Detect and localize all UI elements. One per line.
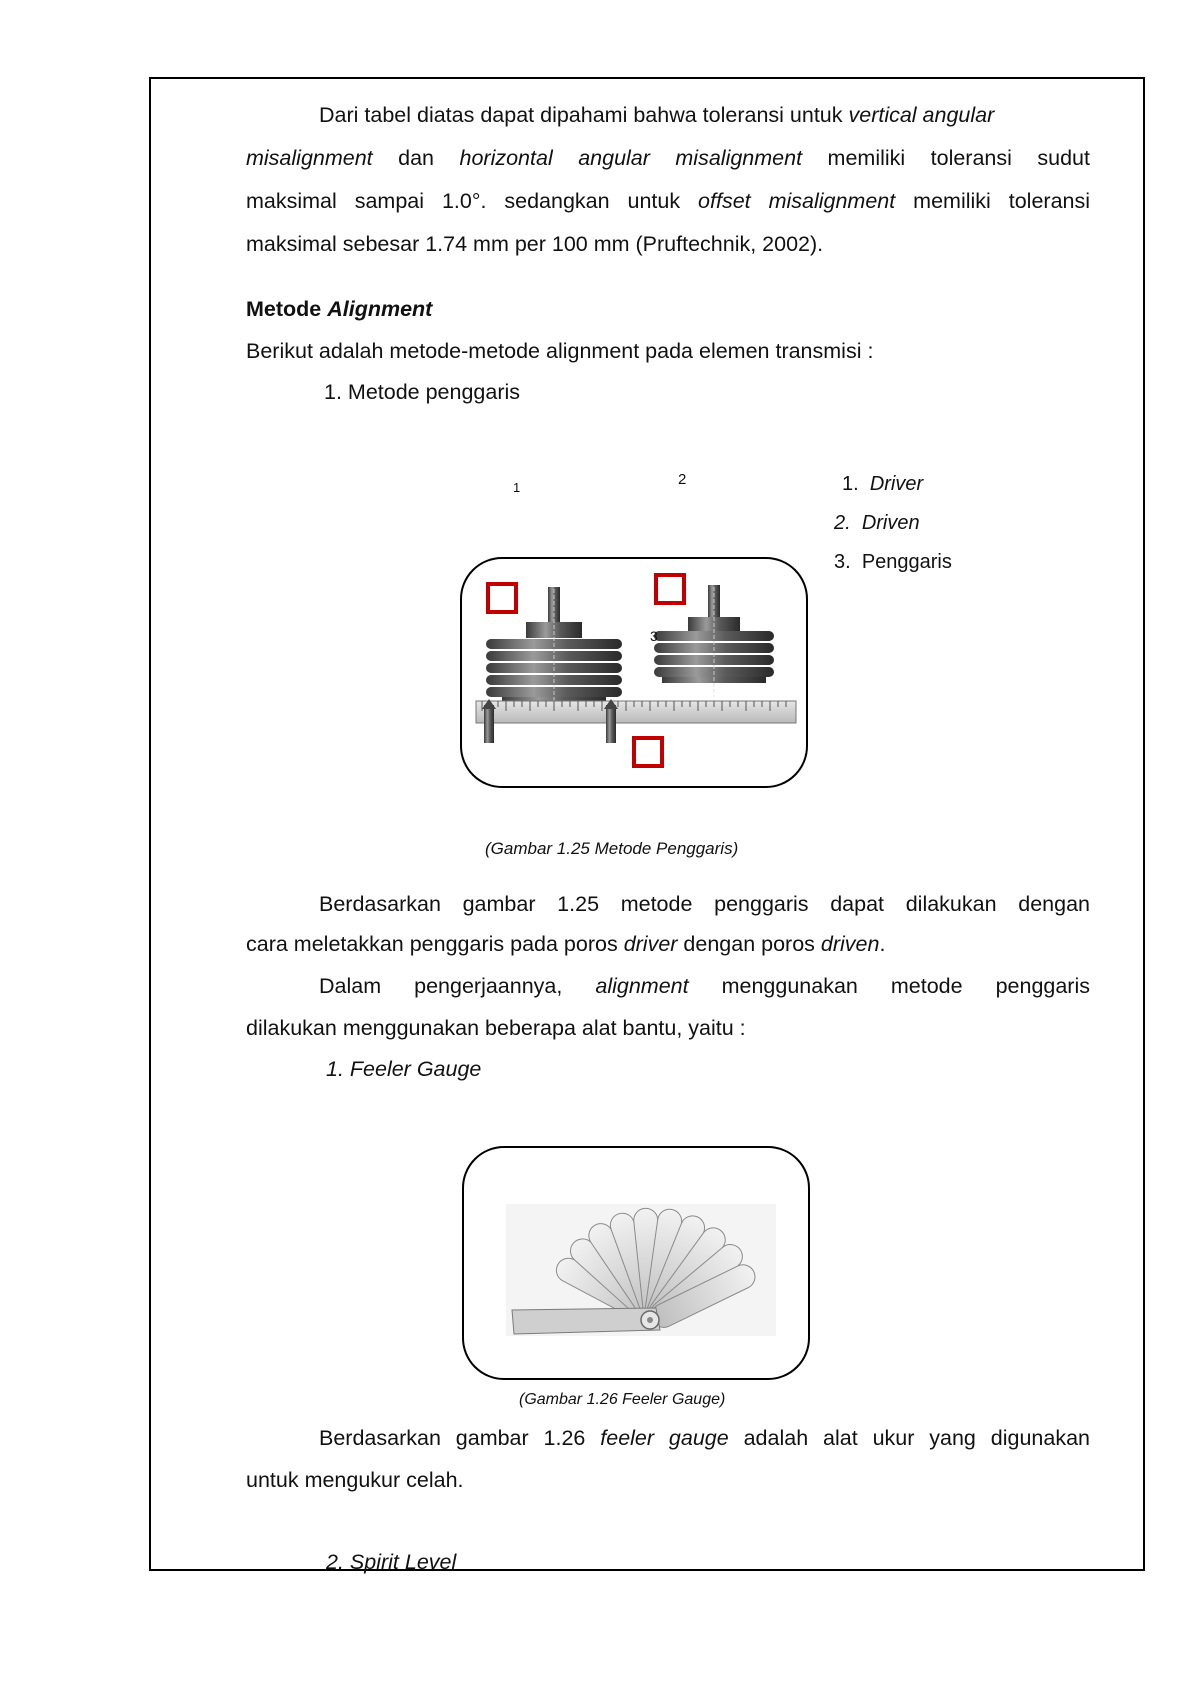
para1-line3: maksimal sampai 1.0°. sedangkan untuk offset misalignment memiliki toleransi: [246, 189, 1091, 213]
para3-line2: dilakukan menggunakan beberapa alat bantu, yaitu :: [246, 1016, 746, 1040]
para3-line1: Dalam pengerjaannya, alignment menggunakan metode penggaris: [319, 974, 1090, 998]
method-item-1: 1. Metode penggaris: [324, 380, 521, 404]
tool-item-2: 2. Spirit Level: [326, 1550, 457, 1574]
feeler-gauge-figure: [462, 1146, 810, 1380]
para2-line2: cara meletakkan penggaris pada poros driver dengan poros driven.: [246, 932, 886, 956]
figure1-label-1: 1: [513, 480, 521, 495]
para4-line1: Berdasarkan gambar 1.26 feeler gauge adalah alat ukur yang digunakan: [319, 1426, 1090, 1450]
section-title: Metode Alignment: [246, 297, 433, 321]
feeler-gauge-icon: [464, 1148, 808, 1378]
figure1-label-2: 2: [678, 471, 687, 488]
figure1-caption: (Gambar 1.25 Metode Penggaris): [485, 839, 739, 858]
para1-line1: Dari tabel diatas dapat dipahami bahwa toleransi untuk vertical angular: [319, 103, 995, 127]
marker-driven: [654, 573, 686, 605]
para1-line4: maksimal sebesar 1.74 mm per 100 mm (Pruftechnik, 2002).: [246, 232, 824, 256]
para4-line2: untuk mengukur celah.: [246, 1468, 464, 1492]
legend-item-2: 2. Driven: [834, 512, 920, 534]
section-intro: Berikut adalah metode-metode alignment pada elemen transmisi :: [246, 339, 874, 363]
para1-line2: misalignment dan horizontal angular misalignment memiliki toleransi sudut: [246, 146, 1090, 170]
tool-item-1: 1. Feeler Gauge: [326, 1057, 482, 1081]
para2-line1: Berdasarkan gambar 1.25 metode penggaris dapat dilakukan dengan: [319, 892, 1090, 916]
figure2-caption: (Gambar 1.26 Feeler Gauge): [519, 1391, 726, 1408]
legend-item-1: 1. Driver: [842, 473, 924, 495]
legend-item-3: 3. Penggaris: [834, 551, 952, 573]
marker-ruler: [632, 736, 664, 768]
marker-driver: [486, 582, 518, 614]
figure1-label-3: 3: [650, 628, 658, 644]
